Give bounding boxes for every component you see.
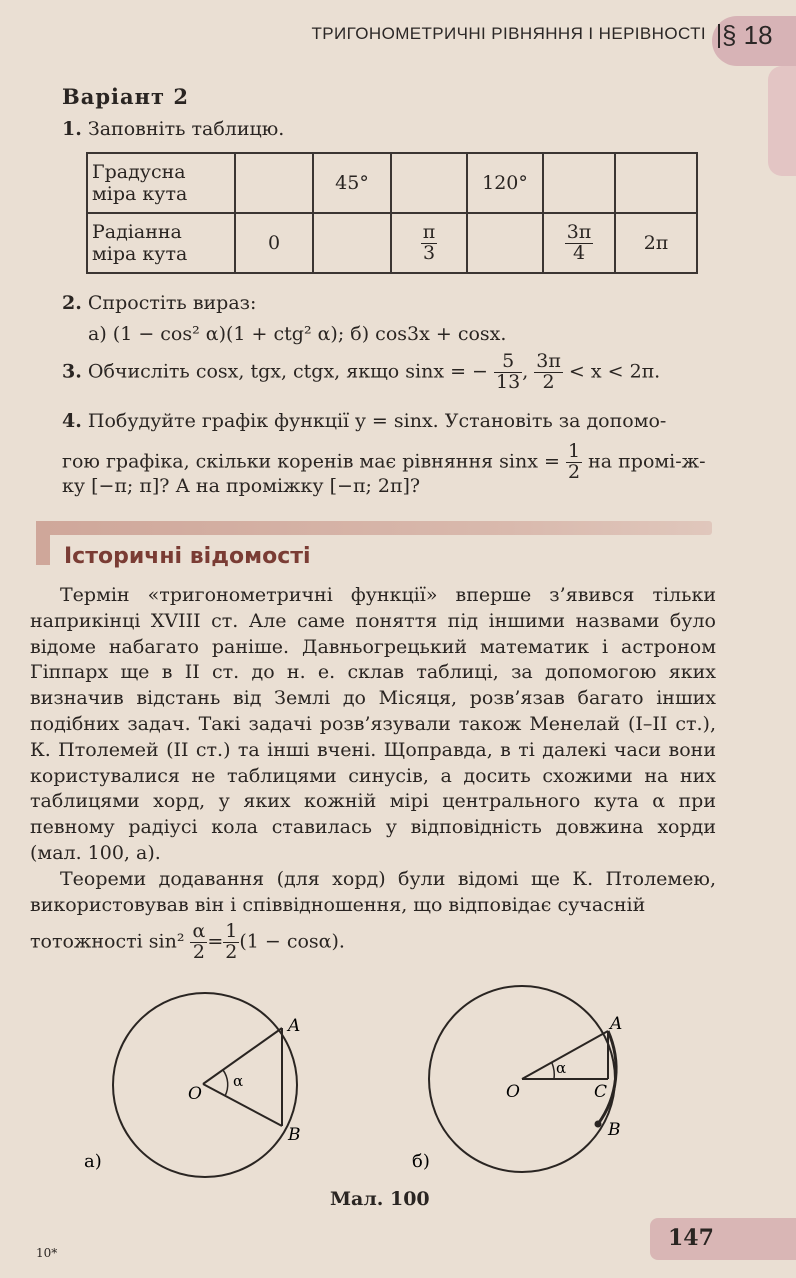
page-number: 147 xyxy=(668,1225,714,1251)
radius-ob xyxy=(203,1084,282,1126)
task2-expression: а) (1 − cos² α)(1 + ctg² α); б) cos3x + cosx. xyxy=(88,323,507,345)
task1 xyxy=(62,118,284,140)
history-header-bar xyxy=(36,521,712,535)
table-cell xyxy=(313,213,391,273)
history-header-side xyxy=(36,521,50,565)
table-cell: 45° xyxy=(313,153,391,213)
table-cell: $\frac{3\pi}{4}$ xyxy=(543,213,615,273)
variant-title: Варіант 2 xyxy=(62,84,189,109)
table-cell: $\frac{\pi}{3}$ xyxy=(391,213,467,273)
figure-a-label: а) xyxy=(84,1151,102,1172)
row-header-radians: Радіанна міра кута xyxy=(87,213,235,273)
table-cell: 120° xyxy=(467,153,543,213)
label-alpha-a: α xyxy=(233,1072,244,1090)
header-divider xyxy=(718,24,720,48)
label-o-a: O xyxy=(188,1084,202,1104)
label-c-b: C xyxy=(594,1082,608,1102)
angle-conversion-table xyxy=(86,152,698,274)
task3: 3. Обчисліть cosx, tgx, ctgx, якщо sinx = − $\frac{5}{13}$ , $\frac{3\pi}{2}$ < x < 2π. xyxy=(62,350,661,393)
figure-a-diagram xyxy=(84,993,301,1177)
task1-number: 1. xyxy=(62,118,82,140)
section-number: § 18 xyxy=(722,20,773,50)
table-cell xyxy=(391,153,467,213)
task4-line3: ку [−π; π]? А на проміжку [−π; 2π]? xyxy=(62,475,421,497)
figure-b-diagram xyxy=(412,986,622,1172)
angle-arc-a xyxy=(223,1070,228,1096)
label-o-b: O xyxy=(506,1082,520,1102)
history-title: Історичні відомості xyxy=(64,544,311,569)
table-row-degrees xyxy=(87,153,697,213)
signature-mark: 10* xyxy=(36,1246,58,1260)
task4-line1: 4. Побудуйте графік функції y = sinx. Установіть за допомо- xyxy=(62,410,667,432)
label-b-a: B xyxy=(288,1125,301,1145)
history-paragraph-2: Теореми додавання (для хорд) були відомі ще К. Птолемею, використовував він і співвідношення, що відповідає сучасній xyxy=(30,868,716,916)
row-header-degrees: Градусна міра кута xyxy=(87,153,235,213)
label-a-b: A xyxy=(610,1014,623,1034)
label-alpha-b: α xyxy=(556,1059,567,1077)
table-cell xyxy=(543,153,615,213)
page-edge-tab xyxy=(768,66,796,176)
table-cell xyxy=(615,153,697,213)
running-title: ТРИГОНОМЕТРИЧНІ РІВНЯННЯ І НЕРІВНОСТІ xyxy=(311,24,706,43)
table-cell xyxy=(467,213,543,273)
label-a-a: A xyxy=(288,1016,301,1036)
task2: 2. Спростіть вираз: xyxy=(62,292,257,314)
table-cell: 0 xyxy=(235,213,313,273)
table-cell xyxy=(235,153,313,213)
point-b xyxy=(595,1121,602,1128)
figure-100 xyxy=(84,985,720,1185)
label-b-b: B xyxy=(608,1120,621,1140)
task4-line2: гою графіка, скільки коренів має рівняння sinx = $\frac{1}{2}$ на промі-ж- xyxy=(62,440,706,483)
history-paragraph-1: Термін «тригонометричні функції» вперше з’явився тільки наприкінці XVIII ст. Але саме поняття під іншими назвами було відоме набагато раніше. Давньогрецький математик і астроном Гіппарх ще в II ст. до н. е. склав таблиці, за допомогою яких визначив відстань від Землі до Місяця, розв’язав багато інших подібних задач. Такі задачі розв’язували також Менелай (I–II ст.), К. Птолемей (II ст.) та інші вчені. Щоправда, в ті далекі часи вони користувалися не таблицями синусів, а досить схожими на них таблицями хорд, у яких кожній мірі центрального кута α при певному радіусі кола ставилась у відповідність довжина хорди (мал. 100, а). xyxy=(30,584,716,864)
figure-b-label: б) xyxy=(412,1151,430,1172)
angle-arc-b xyxy=(552,1063,554,1079)
figure-caption: Мал. 100 xyxy=(330,1188,430,1210)
table-cell: 2π xyxy=(615,213,697,273)
table-row-radians xyxy=(87,213,697,273)
task1-text: Заповніть таблицю. xyxy=(87,118,285,140)
identity-line: тотожності sin² $\frac{\alpha}{2}$ = $\frac{1}{2}$ (1 − cosα). xyxy=(30,920,345,963)
